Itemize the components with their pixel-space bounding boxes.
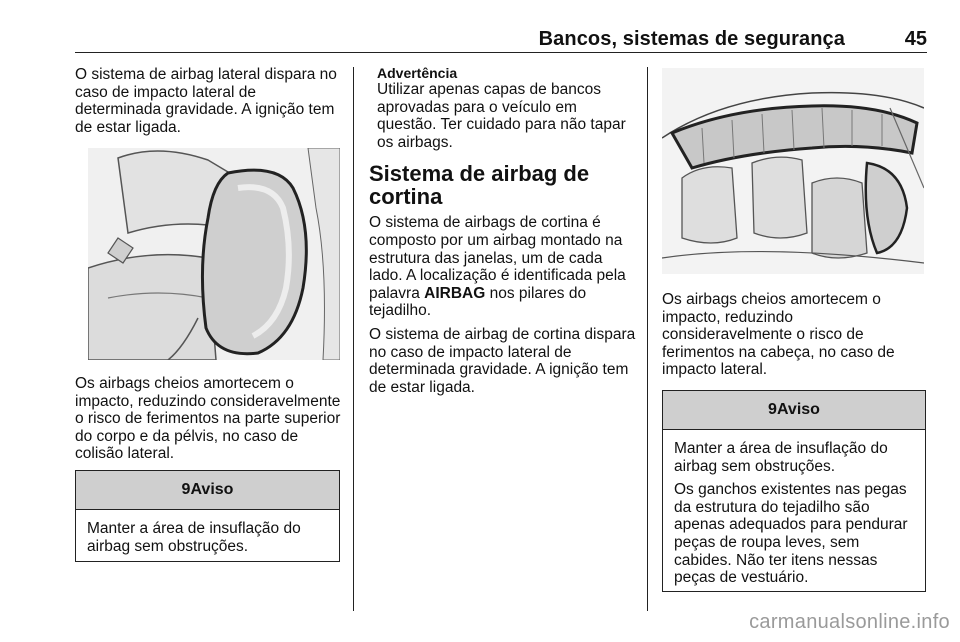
advertencia-title: Advertência bbox=[377, 65, 458, 81]
page-number: 45 bbox=[904, 28, 927, 50]
section-heading-curtain-airbag: Sistema de airbag de cortina bbox=[369, 161, 590, 209]
column-3 bbox=[662, 291, 927, 379]
warning-box-body bbox=[663, 430, 925, 595]
curtain-airbag-paragraph-2: O sistema de airbag de cortina dispara no caso de impacto lateral de determinada gravidade. A ignição tem de estar ligada. bbox=[369, 325, 636, 396]
warning-icon: 9 bbox=[768, 401, 777, 418]
page-header bbox=[75, 28, 927, 54]
side-airbag-intro: O sistema de airbag lateral dispara no caso de impacto lateral de determinada gravidade. A ignição tem de estar ligada. bbox=[75, 66, 337, 136]
curtain-airbag-illustration bbox=[662, 68, 924, 274]
warning-box-header bbox=[663, 391, 925, 430]
warning-title: Aviso bbox=[190, 481, 234, 498]
column-divider-2 bbox=[647, 67, 648, 611]
side-airbag-illustration bbox=[88, 148, 340, 360]
warning-box-side-airbag bbox=[75, 470, 340, 562]
watermark: carmanualsonline.info bbox=[749, 611, 950, 633]
column-divider-1 bbox=[353, 67, 354, 611]
airbag-label: AIRBAG bbox=[424, 284, 486, 302]
curtain-airbag-caption: Os airbags cheios amortecem o impacto, reduzindo consideravelmente o risco de ferimentos na cabeça, no caso de impacto lateral. bbox=[662, 291, 895, 379]
warning-box-header bbox=[76, 471, 339, 510]
warning-icon: 9 bbox=[181, 481, 191, 498]
header-rule bbox=[75, 52, 927, 53]
header-title: Bancos, sistemas de segurança bbox=[538, 28, 845, 50]
advertencia-text: Utilizar apenas capas de bancos aprovadas para o veículo em questão. Ter cuidado para não tapar os airbags. bbox=[377, 81, 626, 151]
column-1 bbox=[75, 66, 345, 136]
warning-text-1: Manter a área de insuflação do airbag sem obstruções. bbox=[674, 440, 888, 475]
warning-text-2: Os ganchos existentes nas pegas da estrutura do tejadilho são apenas adequados para pendurar peças de roupa leves, sem cabides. Não ter itens nessas peças de vestuário. bbox=[674, 481, 908, 587]
column-2 bbox=[369, 66, 637, 396]
warning-title: Aviso bbox=[776, 401, 820, 418]
warning-text: Manter a área de insuflação do airbag sem obstruções. bbox=[87, 520, 301, 555]
curtain-airbag-paragraph-1: O sistema de airbags de cortina é composto por um airbag montado na estrutura das janelas, um de cada lado. A localização é identificada pela palavra AIRBAG nos pilares do tejadilho. bbox=[369, 214, 626, 320]
warning-box-curtain-airbag bbox=[662, 390, 926, 592]
warning-box-body bbox=[76, 510, 339, 563]
column-1-lower bbox=[75, 375, 345, 463]
side-airbag-caption: Os airbags cheios amortecem o impacto, reduzindo consideravelmente o risco de ferimentos na parte superior do corpo e da pélvis, no caso de colisão lateral. bbox=[75, 375, 341, 463]
